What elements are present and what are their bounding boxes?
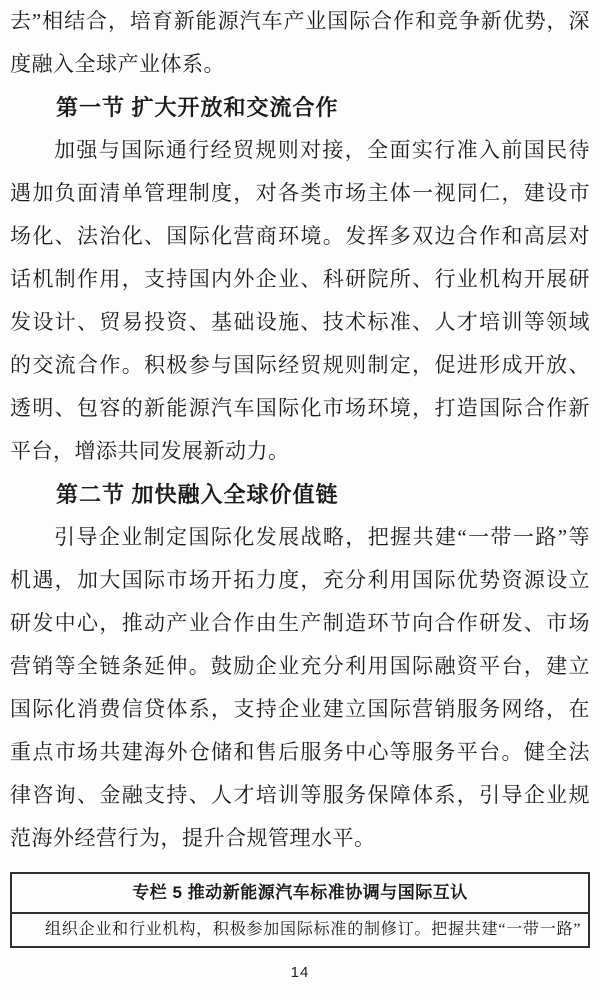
paragraph-line: 平台，增添共同发展新动力。 (10, 439, 290, 463)
paragraph-line: 引导企业制定国际化发展战略，把握共建“一带一路”等 (54, 525, 590, 549)
paragraph-line: 重点市场共建海外仓储和售后服务中心等服务平台。健全法 (10, 740, 590, 764)
column-box-title: 专栏 5 推动新能源汽车标准协调与国际互认 (12, 874, 588, 914)
paragraph-line: 国际化消费信贷体系，支持企业建立国际营销服务网络，在 (10, 697, 590, 721)
paragraph-line: 话机制作用，支持国内外企业、科研院所、行业机构开展研 (10, 267, 590, 291)
column-box-body-line: 组织企业和行业机构，积极参加国际标准的制修订。把握共建“一带一路” (45, 921, 581, 938)
section-2-heading: 第二节 加快融入全球价值链 (56, 482, 339, 507)
paragraph-line: 律咨询、金融支持、人才培训等服务保障体系，引导企业规 (10, 783, 590, 807)
paragraph-line: 遇加负面清单管理制度，对各类市场主体一视同仁，建设市 (10, 181, 590, 205)
paragraph-line: 度融入全球产业体系。 (10, 52, 225, 76)
paragraph-line: 范海外经营行为，提升合规管理水平。 (10, 826, 376, 850)
paragraph-line: 场化、法治化、国际化营商环境。发挥多双边合作和高层对 (10, 224, 590, 248)
section-1-heading: 第一节 扩大开放和交流合作 (56, 95, 339, 120)
paragraph-line: 透明、包容的新能源汽车国际化市场环境，打造国际合作新 (10, 396, 590, 420)
paragraph-line: 加强与国际通行经贸规则对接，全面实行准入前国民待 (54, 138, 590, 162)
paragraph-line: 去”相结合，培育新能源汽车产业国际合作和竞争新优势，深 (10, 9, 590, 33)
paragraph-line: 机遇，加大国际市场开拓力度，充分利用国际优势资源设立 (10, 568, 590, 592)
paragraph-line: 发设计、贸易投资、基础设施、技术标准、人才培训等领域 (10, 310, 590, 334)
page-number: 14 (290, 964, 310, 981)
paragraph-line: 的交流合作。积极参与国际经贸规则制定，促进形成开放、 (10, 353, 590, 377)
paragraph-line: 营销等全链条延伸。鼓励企业充分利用国际融资平台，建立 (10, 654, 590, 678)
paragraph-line: 研发中心，推动产业合作由生产制造环节向合作研发、市场 (10, 611, 590, 635)
column-box (10, 872, 590, 948)
